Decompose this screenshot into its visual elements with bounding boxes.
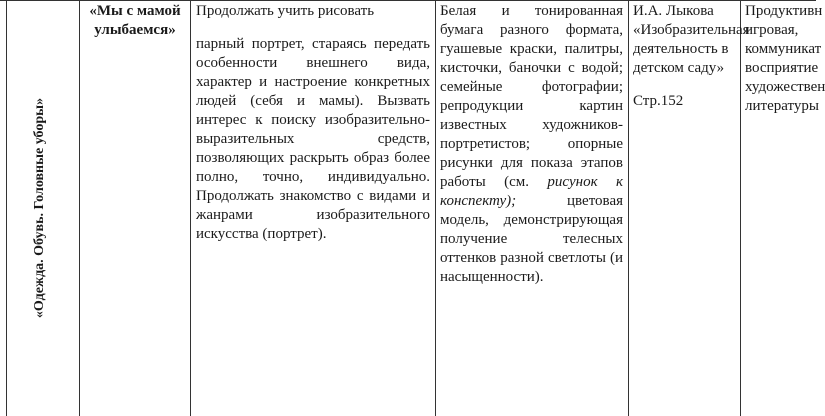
literature-page: Стр.152 bbox=[633, 93, 684, 109]
literature-cell bbox=[633, 2, 750, 111]
section-title: «Одежда. Обувь. Головные уборы» bbox=[32, 97, 47, 319]
materials-text-continued: цветовая модель, демонстрирующая получение телесных оттенков разной светлоты (и насыщенности). bbox=[440, 193, 623, 285]
theme-title: «Мы с мамой улыбаемся» bbox=[89, 3, 181, 38]
goals-body: парный портрет, стараясь передать особенности внешнего вида, характер и настроение конкретных людей (себя и мамы). Вызвать интерес к поиску изобразительно-выразительных средств, позволяющих раскрыть образ более полно, точно, индивидуально. Продолжать знакомство с видами и жанрами изобразительного искусства (портрет). bbox=[196, 36, 430, 242]
activity-line: игровая, bbox=[745, 22, 799, 38]
column-divider bbox=[628, 0, 629, 416]
activities-cell bbox=[745, 2, 825, 116]
goals-heading: Продолжать учить рисовать bbox=[196, 3, 375, 19]
activity-line: восприятие bbox=[745, 60, 819, 76]
materials-cell bbox=[440, 2, 623, 287]
materials-text: Белая и тонированная бумага разного формата, гуашевые краски, палитры, кисточки, баночки с водой; семейные фотографии; репродукции картин известных художников-портретистов; опорные рисунки для показа этапов работы (см. bbox=[440, 3, 623, 190]
column-divider bbox=[190, 0, 191, 416]
goals-cell bbox=[196, 2, 430, 244]
activity-line: художествен bbox=[745, 79, 825, 95]
column-divider bbox=[740, 0, 741, 416]
activity-line: коммуникат bbox=[745, 41, 822, 57]
activity-line: литературы bbox=[745, 98, 819, 114]
section-title-cell bbox=[0, 0, 80, 416]
column-divider bbox=[435, 0, 436, 416]
activity-line: Продуктивн bbox=[745, 3, 823, 19]
table-top-border bbox=[0, 0, 816, 1]
theme-cell bbox=[84, 2, 186, 40]
materials-italic-note: рисунок к конспекту); bbox=[440, 174, 624, 209]
literature-reference: И.А. Лыкова «Изобразительная деятельность в детском саду» bbox=[633, 3, 750, 76]
